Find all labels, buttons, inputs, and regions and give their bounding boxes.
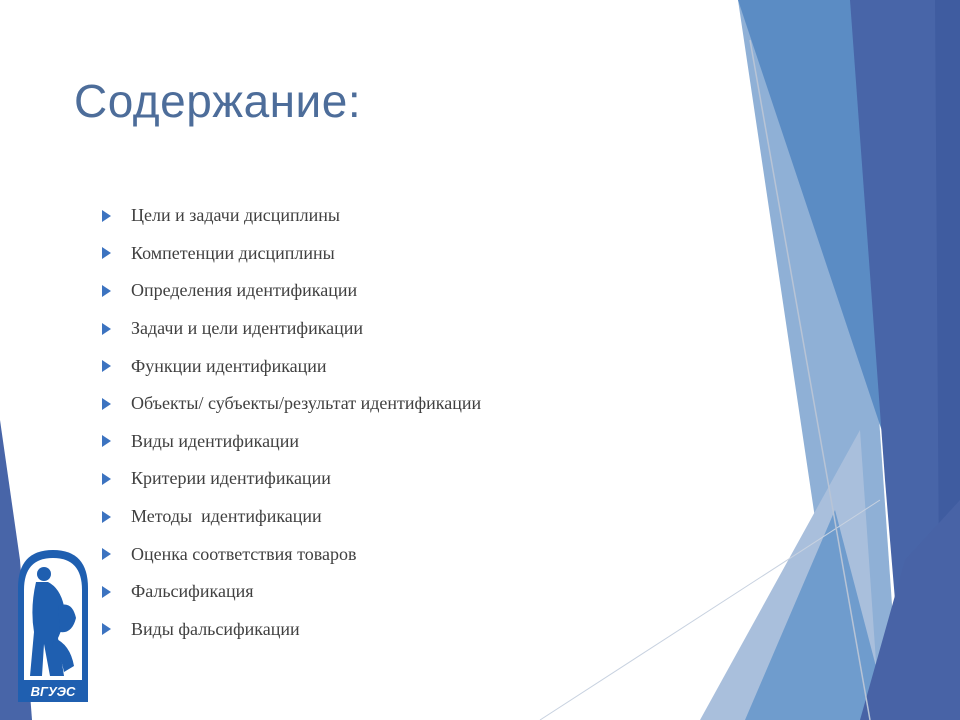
- triangle-bullet-icon: [102, 360, 111, 372]
- list-item: [102, 272, 481, 310]
- list-item: [102, 535, 481, 573]
- triangle-bullet-icon: [102, 323, 111, 335]
- list-item-label: Виды идентификации: [131, 430, 299, 451]
- list-item: [102, 235, 481, 273]
- list-item: [102, 573, 481, 611]
- triangle-bullet-icon: [102, 435, 111, 447]
- list-item-label: Фальсификация: [131, 581, 254, 602]
- triangle-bullet-icon: [102, 623, 111, 635]
- list-item-label: Виды фальсификации: [131, 618, 300, 639]
- list-item-label: Функции идентификации: [131, 355, 327, 376]
- list-item: [102, 498, 481, 536]
- list-item-label: Оценка соответствия товаров: [131, 543, 357, 564]
- list-item-label: Методы идентификации: [131, 506, 322, 527]
- triangle-bullet-icon: [102, 586, 111, 598]
- triangle-bullet-icon: [102, 548, 111, 560]
- triangle-bullet-icon: [102, 473, 111, 485]
- list-item-label: Задачи и цели идентификации: [131, 318, 364, 339]
- list-item: [102, 347, 481, 385]
- list-item-label: Объекты/ субъекты/результат идентификации: [131, 393, 482, 414]
- list-item: [102, 423, 481, 461]
- list-item: [102, 611, 481, 649]
- list-item-label: Определения идентификации: [131, 280, 358, 301]
- triangle-bullet-icon: [102, 247, 111, 259]
- list-item: [102, 197, 481, 235]
- list-item-label: Цели и задачи дисциплины: [131, 205, 340, 226]
- triangle-bullet-icon: [102, 210, 111, 222]
- list-item-label: Критерии идентификации: [131, 468, 331, 489]
- triangle-bullet-icon: [102, 398, 111, 410]
- contents-list: [102, 197, 481, 648]
- triangle-bullet-icon: [102, 285, 111, 297]
- list-item-label: Компетенции дисциплины: [131, 242, 335, 263]
- list-item: [102, 385, 481, 423]
- list-item: [102, 310, 481, 348]
- logo-text: ВГУЭС: [30, 684, 76, 699]
- slide-title: Содержание:: [74, 75, 362, 127]
- university-logo: [14, 548, 92, 706]
- triangle-bullet-icon: [102, 511, 111, 523]
- list-item: [102, 460, 481, 498]
